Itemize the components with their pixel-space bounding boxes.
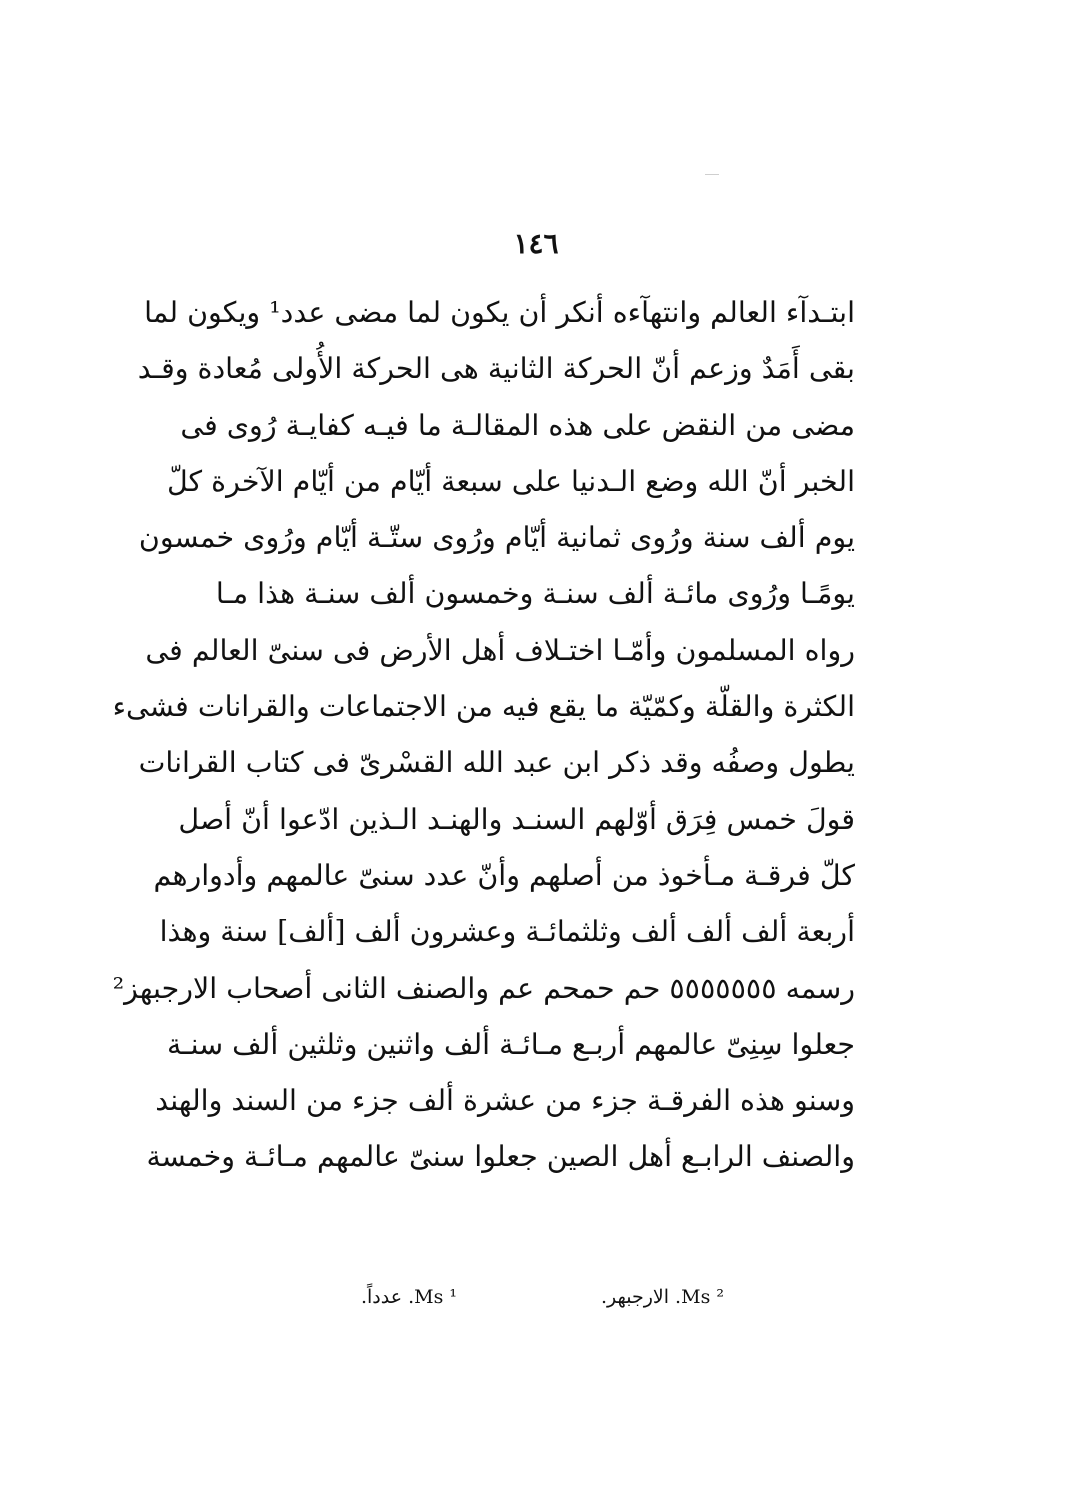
text-line: وسنو هذه الفرقـة جزء من عشرة ألف جزء من السند والهند xyxy=(155,1084,855,1118)
text-line: رواه المسلمون وأمّـا اختـلاف أهل الأرض فى سنىّ العالم فى xyxy=(145,633,855,667)
footnotes xyxy=(230,1282,855,1312)
footnote: ¹ Ms. عدداً. xyxy=(360,1286,457,1308)
text-line: يطول وصفُه وقد ذكر ابن عبد الله القسْرىّ فى كتاب القرانات xyxy=(138,746,855,780)
footnote: ² Ms. الارجبهر. xyxy=(600,1286,724,1308)
text-line: والصنف الرابـع أهل الصين جعلوا سنىّ عالمهم مـائـة وخمسة xyxy=(146,1140,855,1174)
text-line: ابتـدآء العالم وانتهآءه أنكر أن يكون لما مضى عدد¹ ويكون لما xyxy=(144,296,855,329)
page-number: ١٤٦ xyxy=(513,227,559,260)
text-line: رسمه ٥٥٥٥٥٥٥ حم حمحم عم والصنف الثانى أصحاب الارجبهز² xyxy=(112,971,855,1005)
text-line: الخبر أنّ الله وضع الـدنيا على سبعة أيّام من أيّام الآخرة كلّ xyxy=(166,464,855,498)
text-line: يومًـا ورُوى مائـة ألف سنـة وخمسون ألف سنـة هذا مـا xyxy=(215,577,855,611)
body-text xyxy=(112,285,855,1186)
text-line: قولَ خمس فِرَق أوّلهم السنـد والهنـد الـذين ادّعوا أنّ أصل xyxy=(178,802,855,836)
scan-speck xyxy=(705,174,719,175)
text-line: كلّ فرقـة مـأخوذ من أصلهم وأنّ عدد سنىّ عالمهم وأدوارهم xyxy=(153,858,855,892)
text-line: الكثرة والقلّة وكمّيّة ما يقع فيه من الاجتماعات والقرانات فشىء xyxy=(112,690,855,724)
text-line: أربعة ألف ألف ألف وثلثمائـة وعشرون ألف [ألف] سنة وهذا xyxy=(159,915,855,949)
text-line: يوم ألف سنة ورُوى ثمانية أيّام ورُوى ستّـة أيّام ورُوى خمسون xyxy=(138,521,855,555)
text-line: مضى من النقض على هذه المقالـة ما فيـه كفايـة رُوى فى xyxy=(180,408,855,442)
text-line: جعلوا سِنِىّ عالمهم أربـع مـائـة ألف واثنين وثلثين ألف سنـة xyxy=(166,1027,855,1061)
text-line: بقى أَمَدٌ وزعم أنّ الحركة الثانية هى الحركة الأُولى مُعادة وقـد xyxy=(137,352,855,386)
